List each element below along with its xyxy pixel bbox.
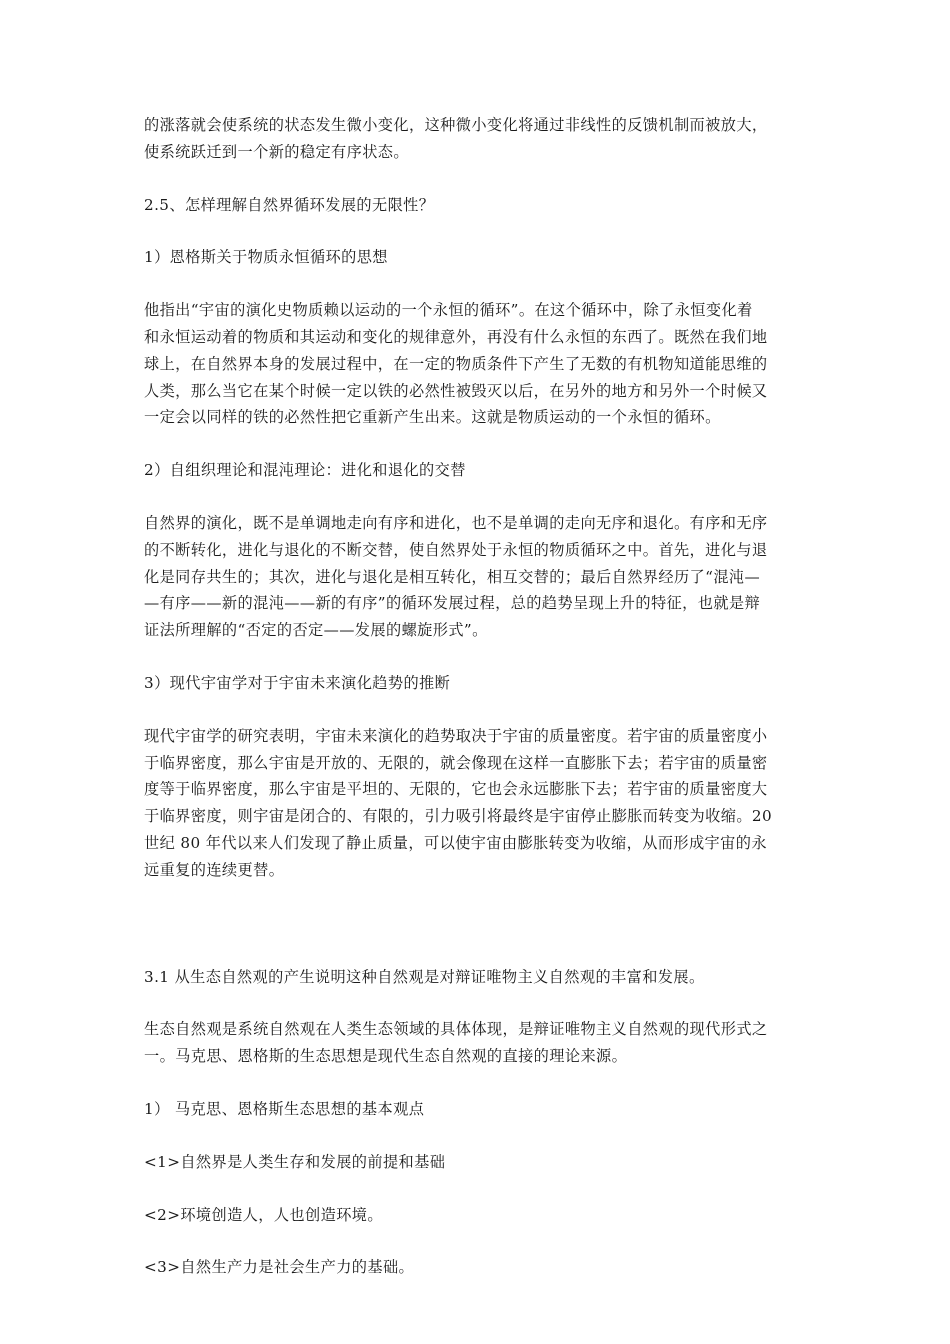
text-line: 远重复的连续更替。 (144, 860, 285, 879)
text-line: 的不断转化，进化与退化的不断交替，使自然界处于永恒的物质循环之中。首先，进化与退 (144, 540, 768, 559)
text-line: 他指出“宇宙的演化史物质赖以运动的一个永恒的循环”。在这个循环中，除了永恒变化着 (144, 301, 753, 320)
text-line: 于临界密度，则宇宙是闭合的、有限的，引力吸引将最终是宇宙停止膨胀而转变为收缩。20 (144, 807, 773, 826)
text-line: <2>环境创造人，人也创造环境。 (144, 1205, 383, 1224)
text-line: 一定会以同样的铁的必然性把它重新产生出来。这就是物质运动的一个永恒的循环。 (144, 408, 721, 427)
text-line: 度等于临界密度，那么宇宙是平坦的、无限的，它也会永远膨胀下去；若宇宙的质量密度大 (144, 780, 768, 799)
text-line: 1）恩格斯关于物质永恒循环的思想 (144, 248, 388, 267)
paragraph-eternal-cycle (144, 297, 808, 431)
subheading-marx-engels-ecology (144, 1096, 808, 1123)
text-line: 球上，在自然界本身的发展过程中，在一定的物质条件下产生了无数的有机物知道能思维的 (144, 354, 768, 373)
text-line: 化是同存共生的；其次，进化与退化是相互转化，相互交替的；最后自然界经历了“混沌— (144, 567, 761, 586)
text-line: 2.5、怎样理解自然界循环发展的无限性？ (144, 195, 435, 214)
paragraph-ecological-view (144, 1016, 808, 1070)
text-line: 一。马克思、恩格斯的生态思想是现代生态自然观的直接的理论来源。 (144, 1047, 628, 1066)
text-line: 3.1 从生态自然观的产生说明这种自然观是对辩证唯物主义自然观的丰富和发展。 (144, 967, 705, 986)
paragraph-universe-density (144, 723, 808, 884)
paragraph-evolution-alternation (144, 510, 808, 644)
text-line: <3>自然生产力是社会生产力的基础。 (144, 1258, 415, 1277)
text-line: 3）现代宇宙学对于宇宙未来演化趋势的推断 (144, 673, 451, 692)
document-page (144, 112, 808, 1281)
list-item-3 (144, 1254, 808, 1281)
text-line: 的涨落就会使系统的状态发生微小变化，这种微小变化将通过非线性的反馈机制而被放大， (144, 116, 768, 134)
text-line: <1>自然界是人类生存和发展的前提和基础 (144, 1152, 446, 1171)
text-line: 1） 马克思、恩格斯生态思想的基本观点 (144, 1099, 425, 1118)
text-line: 世纪 80 年代以来人们发现了静止质量，可以使宇宙由膨胀转变为收缩，从而形成宇宙的永 (144, 833, 767, 852)
text-line: 于临界密度，那么宇宙是开放的、无限的，就会像现在这样一直膨胀下去；若宇宙的质量密 (144, 753, 768, 772)
text-line: 和永恒运动着的物质和其运动和变化的规律意外，再没有什么永恒的东西了。既然在我们地 (144, 327, 768, 346)
text-line: 证法所理解的“否定的否定——发展的螺旋形式”。 (144, 621, 488, 640)
section-heading-2-5 (144, 192, 808, 219)
section-heading-3-1 (144, 964, 808, 991)
text-line: 2）自组织理论和混沌理论：进化和退化的交替 (144, 461, 466, 480)
subheading-cosmology (144, 670, 808, 697)
text-line: —有序——新的混沌——新的有序”的循环发展过程，总的趋势呈现上升的特征，也就是辩 (144, 594, 761, 613)
subheading-self-organization (144, 457, 808, 484)
text-line: 现代宇宙学的研究表明，宇宙未来演化的趋势取决于宇宙的质量密度。若宇宙的质量密度小 (144, 726, 768, 745)
list-item-1 (144, 1149, 808, 1176)
text-line: 使系统跃迁到一个新的稳定有序状态。 (144, 142, 409, 161)
text-line: 生态自然观是系统自然观在人类生态领域的具体体现，是辩证唯物主义自然观的现代形式之 (144, 1020, 768, 1039)
list-item-2 (144, 1202, 808, 1229)
subheading-engels-cycle (144, 244, 808, 271)
text-line: 自然界的演化，既不是单调地走向有序和进化，也不是单调的走向无序和退化。有序和无序 (144, 513, 768, 532)
text-line: 人类，那么当它在某个时候一定以铁的必然性被毁灭以后，在另外的地方和另外一个时候又 (144, 381, 768, 400)
paragraph-fluctuation-continuation (144, 112, 808, 166)
